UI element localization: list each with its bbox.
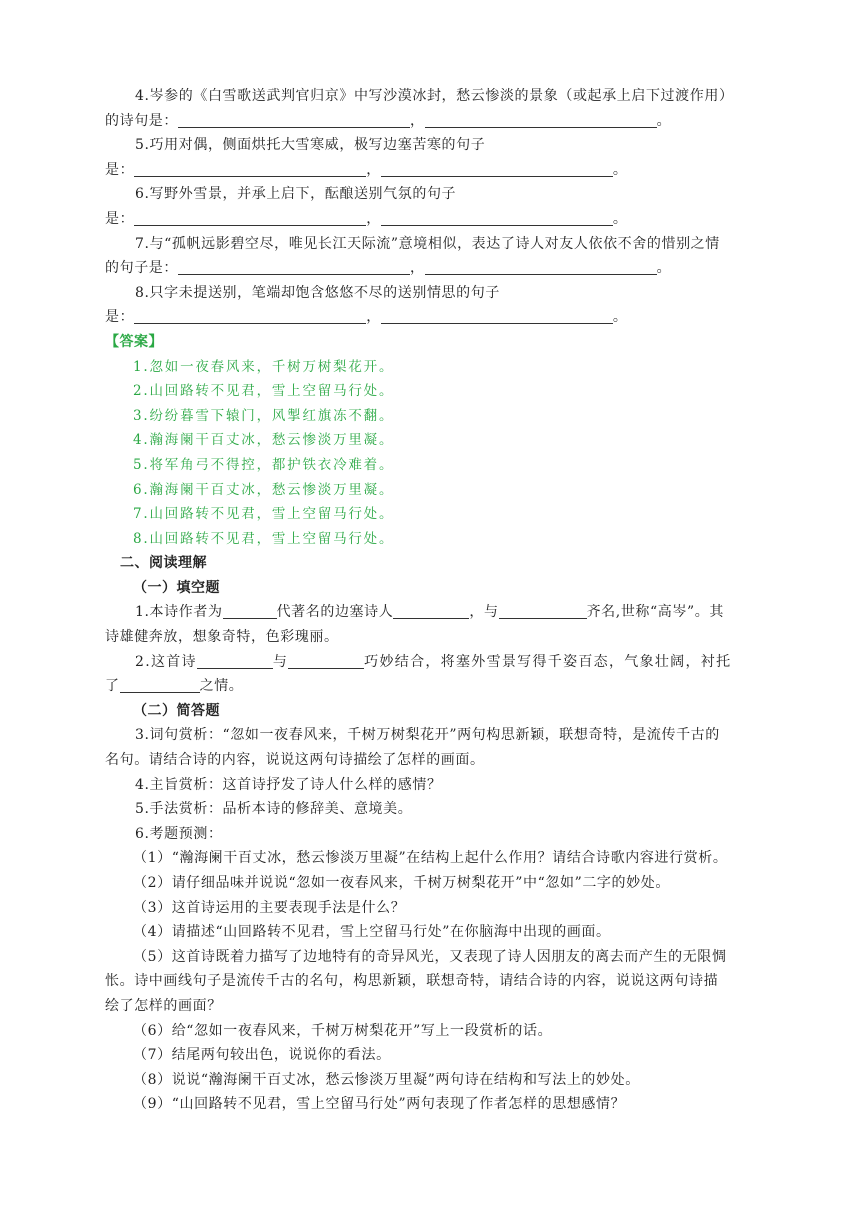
prediction-item-5-line3: 绘了怎样的画面？ <box>105 997 222 1014</box>
question-7-line2: 的句子是： ， 。 <box>105 260 672 277</box>
prediction-item-9: （9）“山回路转不见君，雪上空留马行处”两句表现了作者怎样的思想感情？ <box>133 1096 626 1113</box>
answer-blank[interactable] <box>134 211 366 226</box>
prediction-item-6: （6）给“忽如一夜春风来，千树万树梨花开”写上一段赏析的话。 <box>133 1022 553 1039</box>
prediction-item-2: （2）请仔细品味并说说“忽如一夜春风来，千树万树梨花开”中“忽如”二字的妙处。 <box>133 875 670 891</box>
answer-blank[interactable] <box>288 654 364 669</box>
answer-blank[interactable] <box>381 309 613 324</box>
question-5-line1: 5.巧用对偶，侧面烘托大雪寒威，极写边塞苦寒的句子 <box>135 137 486 154</box>
reading-question-4: 4.主旨赏析：这首诗抒发了诗人什么样的感情？ <box>135 776 442 793</box>
reading-question-1-line2: 诗雄健奔放，想象奇特，色彩瑰丽。 <box>105 629 339 646</box>
question-8-line1: 8.只字未提送别，笔端却饱含悠悠不尽的送别情思的句子 <box>135 284 500 301</box>
answer-item: 8.山回路转不见君，雪上空留马行处。 <box>133 530 395 547</box>
reading-question-6: 6.考题预测： <box>135 825 223 842</box>
subsection-heading-fill: （一）填空题 <box>133 579 220 596</box>
prediction-item-5-line2: 怅。诗中画线句子是流传千古的名句，构思新颖，联想奇特，请结合诗的内容，说说这两句诗描 <box>105 973 719 990</box>
question-5-line2: 是： ， 。 <box>105 161 628 178</box>
answer-blank[interactable] <box>381 211 613 226</box>
answer-item: 1.忽如一夜春风来，千树万树梨花开。 <box>133 358 395 375</box>
question-7-line1: 7.与“孤帆远影碧空尽，唯见长江天际流”意境相似，表达了诗人对友人依依不舍的惜别之情 <box>135 235 720 252</box>
prediction-item-1: （1）“瀚海阑干百丈冰，愁云惨淡万里凝”在结构上起什么作用？请结合诗歌内容进行赏析。 <box>133 850 728 867</box>
document-page <box>105 84 755 1117</box>
prediction-item-8: （8）说说“瀚海阑干百丈冰，愁云惨淡万里凝”两句诗在结构和写法上的妙处。 <box>133 1071 640 1088</box>
reading-question-2-line2: 了 之情。 <box>105 678 244 695</box>
reading-question-3-line1: 3.词句赏析：“忽如一夜春风来，千树万树梨花开”两句构思新颖，联想奇特，是流传千古的 <box>135 727 720 744</box>
answer-item: 7.山回路转不见君，雪上空留马行处。 <box>133 506 395 523</box>
answer-blank[interactable] <box>120 678 200 693</box>
answer-item: 6.瀚海阑干百丈冰，愁云惨淡万里凝。 <box>133 481 395 498</box>
answer-blank[interactable] <box>223 604 277 619</box>
question-6-line2: 是： ， 。 <box>105 210 628 227</box>
reading-question-1-line1: 1.本诗作者为 代著名的边塞诗人 ，与 齐名,世称“高岑”。其 <box>135 604 724 621</box>
subsection-heading-short-answer: （二）简答题 <box>133 702 220 719</box>
answer-blank[interactable] <box>134 309 366 324</box>
answer-heading: 【答案】 <box>105 333 163 350</box>
question-8-line2: 是： ， 。 <box>105 309 628 326</box>
question-4-line1: 4.岑参的《白雪歌送武判官归京》中写沙漠冰封，愁云惨淡的景象（或起承上启下过渡作用） <box>135 88 734 104</box>
question-4-line2: 的诗句是： ， 。 <box>105 112 672 129</box>
prediction-item-3: （3）这首诗运用的主要表现手法是什么？ <box>133 899 406 916</box>
answer-item: 5.将军角弓不得控，都护铁衣冷难着。 <box>133 456 395 473</box>
answer-blank[interactable] <box>178 113 410 128</box>
prediction-item-5-line1: （5）这首诗既着力描写了边地特有的奇异风光，又表现了诗人因朋友的离去而产生的无限惆 <box>133 948 727 965</box>
answer-item: 2.山回路转不见君，雪上空留马行处。 <box>133 383 395 400</box>
reading-question-5: 5.手法赏析：品析本诗的修辞美、意境美。 <box>135 801 413 818</box>
question-6-line1: 6.写野外雪景，并承上启下，酝酿送别气氛的句子 <box>135 186 457 203</box>
answer-item: 4.瀚海阑干百丈冰，愁云惨淡万里凝。 <box>133 432 395 449</box>
answer-blank[interactable] <box>425 260 657 275</box>
answer-item: 3.纷纷暮雪下辕门，风掣红旗冻不翻。 <box>133 407 395 424</box>
answer-blank[interactable] <box>134 162 366 177</box>
answer-blank[interactable] <box>393 604 469 619</box>
reading-question-3-line2: 名句。请结合诗的内容，说说这两句诗描绘了怎样的画面。 <box>105 752 485 769</box>
answer-blank[interactable] <box>381 162 613 177</box>
answer-blank[interactable] <box>425 113 657 128</box>
answer-blank[interactable] <box>499 604 587 619</box>
prediction-item-4: （4）请描述“山回路转不见君，雪上空留马行处”在你脑海中出现的画面。 <box>133 924 611 941</box>
answer-blank[interactable] <box>197 654 273 669</box>
reading-question-2-line1: 2.这首诗 与 巧妙结合，将塞外雪景写得千姿百态，气象壮阔，衬托 <box>135 653 732 670</box>
prediction-item-7: （7）结尾两句较出色，说说你的看法。 <box>133 1047 391 1064</box>
answer-blank[interactable] <box>178 260 410 275</box>
section-heading-reading: 二、阅读理解 <box>120 555 207 572</box>
